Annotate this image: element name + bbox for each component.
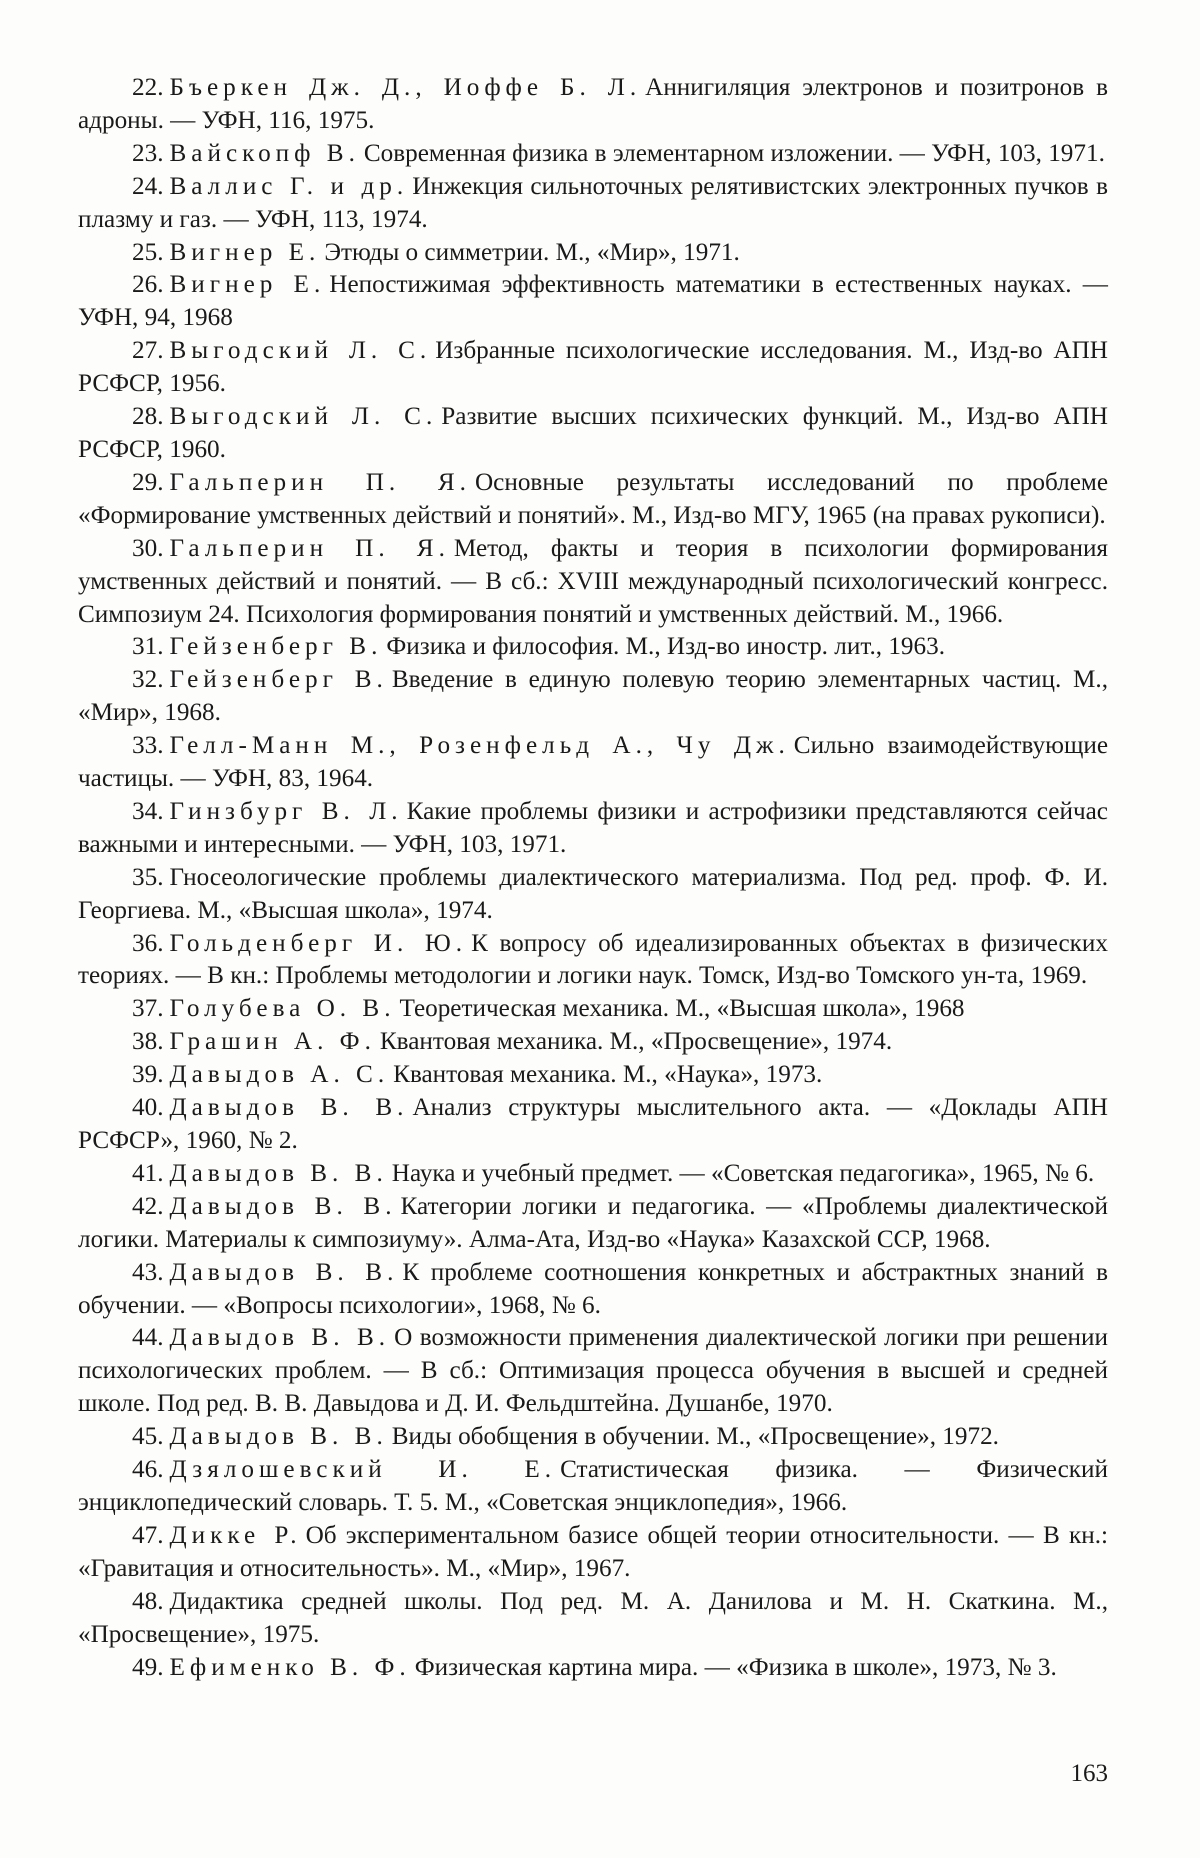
entry-author: Дзялошевский И. Е. — [169, 1456, 557, 1484]
entry-author: Вайскопф В. — [169, 139, 360, 167]
entry-number: 47. — [132, 1521, 164, 1549]
entry-author: Давыдов В. В. — [169, 1159, 388, 1187]
bibliography-entry — [78, 1191, 1108, 1257]
entry-text: Современная физика в элементарном изложении. — УФН, 103, 1971. — [363, 139, 1105, 167]
entry-number: 39. — [132, 1061, 164, 1089]
bibliography-entry — [78, 467, 1108, 533]
entry-author: Гейзенберг В. — [169, 633, 383, 661]
entry-number: 44. — [132, 1324, 164, 1352]
bibliography-entry — [78, 631, 1108, 664]
bibliography-list — [78, 72, 1108, 1684]
bibliography-entry — [78, 533, 1108, 632]
entry-text: Аннигиляция электронов и позитронов в адроны. — УФН, 116, 1975. — [78, 74, 1108, 134]
entry-text: Теоретическая механика. М., «Высшая школа», 1968 — [399, 995, 965, 1023]
bibliography-entry — [78, 1586, 1108, 1652]
entry-author: Валлис Г. и др. — [169, 172, 409, 200]
entry-text: Об экспериментальном базисе общей теории относительности. — В кн.: «Гравитация и относительность». М., «Мир», 1967. — [78, 1521, 1109, 1582]
bibliography-entry — [78, 796, 1108, 862]
entry-author: Выгодский Л. С. — [169, 403, 438, 431]
entry-number: 46. — [132, 1456, 164, 1484]
entry-text: Инжекция сильноточных релятивистских электронных пучков в плазму и газ. — УФН, 113, 1974. — [78, 172, 1108, 233]
entry-number: 31. — [132, 633, 164, 661]
entry-author: Ефименко В. Ф. — [169, 1653, 411, 1681]
entry-author: Давыдов В. В. — [169, 1324, 391, 1352]
entry-author: Гальперин П. Я. — [169, 534, 450, 562]
bibliography-entry — [78, 862, 1108, 928]
entry-number: 45. — [132, 1423, 164, 1451]
bibliography-entry — [78, 1652, 1108, 1685]
entry-text: К вопросу об идеализированных объектах в физических теориях. — В кн.: Проблемы методологии и логики наук. Томск, Изд-во Томского ун-та, 1969. — [78, 929, 1108, 990]
entry-author: Давыдов А. С. — [169, 1061, 390, 1089]
bibliography-entry — [78, 401, 1108, 467]
bibliography-entry — [78, 1454, 1108, 1520]
entry-text: Квантовая механика. М., «Просвещение», 1974. — [379, 1028, 893, 1056]
entry-number: 24. — [132, 172, 164, 200]
entry-number: 48. — [132, 1587, 164, 1615]
entry-text: Основные результаты исследований по проблеме «Формирование умственных действий и понятий». М., Изд-во МГУ, 1965 (на правах рукописи). — [78, 468, 1108, 529]
bibliography-entry — [78, 335, 1108, 401]
entry-text: Квантовая механика. М., «Наука», 1973. — [393, 1061, 823, 1089]
entry-author: Давыдов В. В. — [169, 1423, 388, 1451]
entry-text: К проблеме соотношения конкретных и абстрактных знаний в обучении. — «Вопросы психологии», 1968, № 6. — [78, 1258, 1109, 1319]
bibliography-entry — [78, 993, 1108, 1026]
bibliography-entry — [78, 72, 1108, 138]
entry-text: Метод, факты и теория в психологии формирования умственных действий и понятий. — В сб.: XVIII международный психологический конгресс. Симпозиум 24. Психология формирования понятий и умственных действий. М., 1966. — [78, 534, 1109, 628]
entry-author: Гальперин П. Я. — [169, 468, 471, 496]
entry-number: 22. — [132, 74, 164, 101]
entry-text: Гносеологические проблемы диалектического материализма. Под ред. проф. Ф. И. Георгиева. М., «Высшая школа», 1974. — [78, 863, 1108, 924]
bibliography-entry — [78, 1158, 1108, 1191]
entry-author: Давыдов В. В. — [169, 1094, 409, 1122]
entry-author: Выгодский Л. С. — [169, 337, 432, 365]
bibliography-entry — [78, 1322, 1108, 1421]
entry-text: Дидактика средней школы. Под ред. М. А. Данилова и М. Н. Скаткина. М., «Просвещение», 1975. — [78, 1587, 1108, 1648]
page-number: 163 — [1070, 1760, 1108, 1787]
entry-number: 25. — [132, 238, 164, 266]
entry-text: Физика и философия. М., Изд-во иностр. лит., 1963. — [386, 633, 946, 661]
bibliography-entry — [78, 1421, 1108, 1454]
bibliography-entry — [78, 1257, 1108, 1323]
entry-number: 34. — [132, 797, 164, 825]
entry-number: 29. — [132, 468, 164, 496]
entry-author: Вигнер Е. — [169, 238, 321, 266]
entry-author: Гейзенберг В. — [169, 666, 388, 694]
entry-number: 35. — [132, 863, 164, 891]
entry-author: Дикке Р. — [169, 1521, 302, 1549]
entry-number: 28. — [132, 403, 164, 431]
entry-number: 37. — [132, 995, 164, 1023]
entry-author: Давыдов В. В. — [169, 1192, 397, 1220]
bibliography-entry — [78, 928, 1108, 994]
entry-text: Статистическая физика. — Физический энциклопедический словарь. Т. 5. М., «Советская энциклопедия», 1966. — [78, 1456, 1108, 1516]
entry-author: Грашин А. Ф. — [169, 1028, 376, 1056]
entry-text: Виды обобщения в обучении. М., «Просвещение», 1972. — [391, 1423, 999, 1451]
entry-number: 43. — [132, 1258, 164, 1286]
entry-text: Сильно взаимодействующие частицы. — УФН, 83, 1964. — [78, 732, 1109, 793]
entry-text: Анализ структуры мыслительного акта. — «Доклады АПН РСФСР», 1960, № 2. — [78, 1094, 1108, 1154]
entry-number: 36. — [132, 929, 164, 957]
entry-author: Давыдов В. В. — [169, 1258, 399, 1286]
entry-text: Какие проблемы физики и астрофизики представляются сейчас важными и интересными. — УФН, 103, 1971. — [78, 797, 1108, 858]
entry-number: 26. — [132, 271, 164, 299]
entry-number: 41. — [132, 1159, 164, 1187]
entry-author: Гелл-Манн М., Розенфельд А., Чу Дж. — [169, 732, 790, 760]
entry-text: Этюды о симметрии. М., «Мир», 1971. — [324, 238, 740, 266]
entry-author: Голубева О. В. — [169, 995, 396, 1023]
entry-author: Гольденберг И. Ю. — [169, 929, 468, 957]
entry-number: 38. — [132, 1028, 164, 1056]
entry-number: 33. — [132, 732, 164, 760]
entry-text: Непостижимая эффективность математики в естественных науках. — УФН, 94, 1968 — [78, 271, 1108, 332]
bibliography-entry — [78, 269, 1108, 335]
bibliography-entry — [78, 664, 1108, 730]
entry-author: Вигнер Е. — [169, 271, 326, 299]
entry-number: 42. — [132, 1192, 164, 1220]
entry-number: 27. — [132, 337, 164, 365]
bibliography-entry — [78, 138, 1108, 171]
entry-author: Гинзбург В. Л. — [169, 797, 403, 825]
bibliography-entry — [78, 1520, 1108, 1586]
entry-text: Категории логики и педагогика. — «Проблемы диалектической логики. Материалы к симпозиуму». Алма-Ата, Изд-во «Наука» Казахской ССР, 1968. — [78, 1192, 1109, 1253]
entry-number: 40. — [132, 1094, 164, 1122]
bibliography-entry — [78, 730, 1108, 796]
entry-text: О возможности применения диалектической логики при решении психологических проблем. — В сб.: Оптимизация процесса обучения в высшей и средней школе. Под ред. В. В. Давыдова и Д. И. Фельдштейна. Душанбе, 1970. — [78, 1324, 1108, 1418]
entry-text: Физическая картина мира. — «Физика в школе», 1973, № 3. — [414, 1653, 1057, 1681]
bibliography-entry — [78, 1092, 1108, 1158]
entry-number: 49. — [132, 1653, 164, 1681]
entry-number: 30. — [132, 534, 164, 562]
entry-author: Бъеркен Дж. Д., Иоффе Б. Л. — [169, 74, 642, 101]
bibliography-entry — [78, 171, 1108, 237]
entry-text: Развитие высших психических функций. М., Изд-во АПН РСФСР, 1960. — [78, 403, 1109, 463]
bibliography-entry — [78, 1059, 1108, 1092]
entry-text: Избранные психологические исследования. М., Изд-во АПН РСФСР, 1956. — [78, 337, 1108, 398]
entry-number: 32. — [132, 666, 164, 694]
entry-number: 23. — [132, 139, 164, 167]
bibliography-entry — [78, 237, 1108, 270]
entry-text: Наука и учебный предмет. — «Советская педагогика», 1965, № 6. — [391, 1159, 1095, 1187]
bibliography-entry — [78, 1026, 1108, 1059]
entry-text: Введение в единую полевую теорию элементарных частиц. М., «Мир», 1968. — [78, 666, 1108, 727]
